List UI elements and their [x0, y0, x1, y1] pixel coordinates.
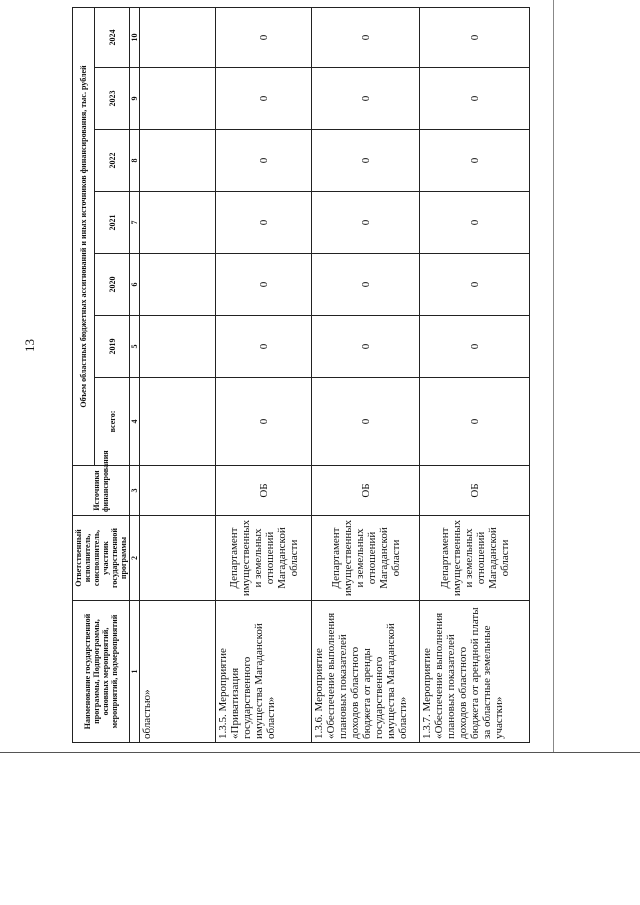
- header-name: Наименование государственной программы, Подпрограммы, основных мероприятий, мероприятий, подмероприятий: [73, 601, 130, 743]
- row-value: 0: [420, 68, 530, 130]
- row-name: областью»: [140, 601, 216, 743]
- column-number: 1: [130, 601, 140, 743]
- row-value: 0: [312, 130, 420, 192]
- row-value: [140, 192, 216, 254]
- row-source: ОБ: [420, 466, 530, 516]
- row-value: 0: [420, 130, 530, 192]
- row-value: 0: [312, 254, 420, 316]
- page-number: 13: [22, 339, 37, 352]
- row-value: 0: [420, 316, 530, 378]
- column-number: 5: [130, 316, 140, 378]
- row-value: 0: [216, 254, 312, 316]
- table-row: [312, 7, 420, 742]
- table-row: [420, 7, 530, 742]
- row-value: [140, 130, 216, 192]
- row-total: [140, 378, 216, 466]
- table-row: [216, 7, 312, 742]
- row-name: 1.3.7. Мероприятие «Обеспечение выполнения плановых показателей доходов областного бюджета от арендной платы за областные земельные участки»: [420, 601, 530, 743]
- column-number: 4: [130, 378, 140, 466]
- header-year: 2021: [95, 192, 130, 254]
- row-executor: Департамент имущественных и земельных отношений Магаданской области: [216, 516, 312, 601]
- row-value: [140, 254, 216, 316]
- scan-edge-line: [0, 752, 640, 753]
- column-number: 9: [130, 68, 140, 130]
- row-total: 0: [420, 378, 530, 466]
- row-value: [140, 7, 216, 67]
- column-number: 10: [130, 7, 140, 67]
- row-value: [140, 68, 216, 130]
- row-value: 0: [312, 68, 420, 130]
- header-total: всего:: [95, 378, 130, 466]
- row-source: [140, 466, 216, 516]
- table-row: [140, 7, 216, 742]
- row-name: 1.3.6. Мероприятие «Обеспечение выполнения плановых показателей доходов областного бюджета от аренды государственного имущества Магаданской области»: [312, 601, 420, 743]
- row-value: 0: [216, 316, 312, 378]
- column-number: 3: [130, 466, 140, 516]
- header-executor: Ответственный исполнитель, соисполнитель, участник государственной программы: [73, 516, 130, 601]
- row-value: [140, 316, 216, 378]
- row-value: 0: [420, 192, 530, 254]
- row-name: 1.3.5. Мероприятие «Приватизация государственного имущества Магаданской области»: [216, 601, 312, 743]
- row-executor: Департамент имущественных и земельных отношений Магаданской области: [312, 516, 420, 601]
- row-source: ОБ: [216, 466, 312, 516]
- column-number: 8: [130, 130, 140, 192]
- row-value: 0: [216, 192, 312, 254]
- header-source: Источники финансирования: [73, 466, 130, 516]
- row-total: 0: [312, 378, 420, 466]
- row-value: 0: [216, 7, 312, 67]
- row-executor: [140, 516, 216, 601]
- scan-edge-vline: [553, 0, 554, 752]
- column-number: 6: [130, 254, 140, 316]
- header-year: 2022: [95, 130, 130, 192]
- column-number: 7: [130, 192, 140, 254]
- funding-table: [72, 7, 530, 743]
- rotated-table-wrapper: [72, 8, 544, 743]
- row-total: 0: [216, 378, 312, 466]
- header-year: 2023: [95, 68, 130, 130]
- header-year: 2024: [95, 7, 130, 67]
- row-value: 0: [420, 7, 530, 67]
- row-value: 0: [216, 130, 312, 192]
- row-value: 0: [216, 68, 312, 130]
- header-year: 2019: [95, 316, 130, 378]
- row-value: 0: [420, 254, 530, 316]
- header-year: 2020: [95, 254, 130, 316]
- header-funding-group: Объем областных бюджетных ассигнований и иных источников финансирования, тыс. рублей: [73, 7, 95, 465]
- column-number: 2: [130, 516, 140, 601]
- row-source: ОБ: [312, 466, 420, 516]
- row-value: 0: [312, 7, 420, 67]
- row-value: 0: [312, 192, 420, 254]
- row-value: 0: [312, 316, 420, 378]
- row-executor: Департамент имущественных и земельных отношений Магаданской области: [420, 516, 530, 601]
